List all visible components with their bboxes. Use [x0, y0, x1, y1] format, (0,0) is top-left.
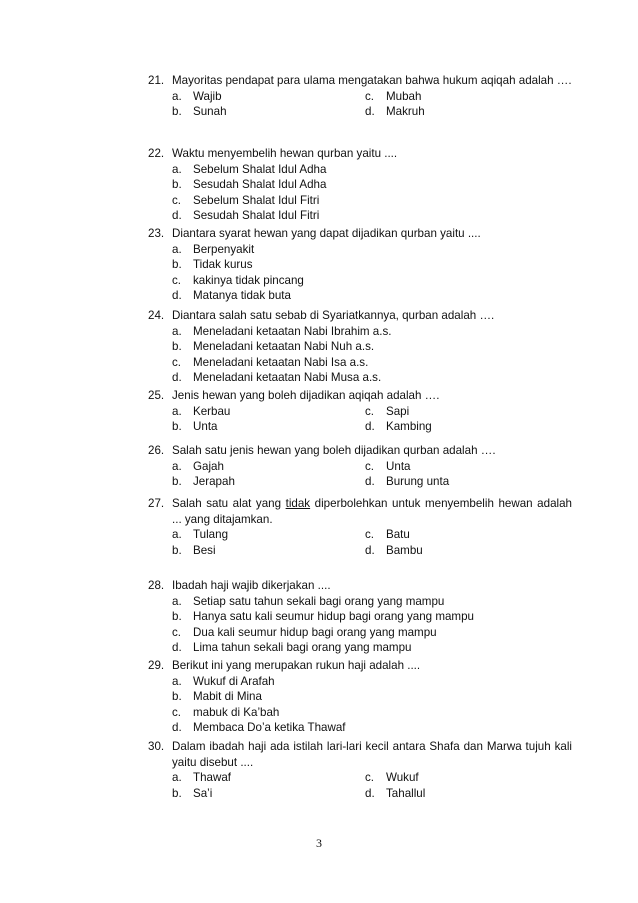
- option-list: [172, 89, 572, 120]
- question-26: [148, 443, 572, 490]
- question-29: [148, 658, 572, 736]
- question-28: [148, 578, 572, 656]
- underlined-word: tidak: [285, 497, 311, 510]
- question-stem: [148, 578, 572, 594]
- option-b: b. Hanya satu kali seumur hidup bagi orang yang mampu: [172, 610, 474, 624]
- option-list: [172, 324, 572, 386]
- question-27: [148, 496, 572, 558]
- question-number: 27.: [148, 497, 165, 510]
- question-21: [148, 73, 572, 120]
- question-stem: [148, 308, 572, 324]
- question-number: 23.: [148, 227, 165, 240]
- question-number: 30.: [148, 740, 165, 753]
- question-text: Dalam ibadah haji ada istilah lari-lari kecil antara Shafa dan Marwa tujuh kali yaitu disebut ....: [172, 740, 572, 769]
- question-22: [148, 146, 572, 224]
- question-text: Berikut ini yang merupakan rukun haji adalah ....: [172, 659, 421, 672]
- question-text: Waktu menyembelih hewan qurban yaitu ....: [172, 147, 398, 160]
- question-23: [148, 226, 572, 304]
- question-stem: [148, 496, 572, 527]
- option-d: d. Membaca Do’a ketika Thawaf: [172, 721, 346, 735]
- option-d: d. Kambing: [365, 420, 432, 434]
- question-number: 29.: [148, 659, 165, 672]
- option-b: b. Unta: [172, 420, 218, 434]
- option-a: a. Sebelum Shalat Idul Adha: [172, 162, 327, 176]
- question-stem: [148, 739, 572, 770]
- option-a: a. Thawaf: [172, 771, 232, 785]
- option-a: a. Setiap satu tahun sekali bagi orang yang mampu: [172, 594, 445, 608]
- option-list: [172, 674, 572, 736]
- question-number: 26.: [148, 444, 165, 457]
- option-a: a. Gajah: [172, 459, 224, 473]
- option-a: a. Kerbau: [172, 404, 231, 418]
- option-list: [172, 770, 572, 801]
- question-number: 28.: [148, 579, 165, 592]
- option-a: a. Tulang: [172, 528, 229, 542]
- option-c: c. Sebelum Shalat Idul Fitri: [172, 193, 320, 207]
- question-text: Salah satu jenis hewan yang boleh dijadikan qurban adalah ….: [172, 444, 496, 457]
- option-a: a. Meneladani ketaatan Nabi Ibrahim a.s.: [172, 324, 392, 338]
- question-text: Ibadah haji wajib dikerjakan ....: [172, 579, 331, 592]
- option-d: d. Lima tahun sekali bagi orang yang mampu: [172, 641, 412, 655]
- option-c: c. mabuk di Ka’bah: [172, 705, 280, 719]
- option-c: c. Meneladani ketaatan Nabi Isa a.s.: [172, 355, 369, 369]
- option-d: d. Matanya tidak buta: [172, 289, 291, 303]
- option-c: c. Wukuf: [365, 771, 419, 785]
- option-list: [172, 242, 572, 304]
- question-number: 24.: [148, 309, 165, 322]
- option-d: d. Bambu: [365, 543, 423, 557]
- option-d: d. Burung unta: [365, 475, 450, 489]
- question-stem: [148, 388, 572, 404]
- question-text: Mayoritas pendapat para ulama mengatakan bahwa hukum aqiqah adalah ….: [172, 74, 572, 87]
- question-text: Diantara salah satu sebab di Syariatkannya, qurban adalah ….: [172, 309, 495, 322]
- option-b: b. Sunah: [172, 105, 227, 119]
- question-text: Salah satu alat yang tidak diperbolehkan untuk menyembelih hewan adalah ... yang ditajamkan.: [172, 497, 572, 526]
- option-list: [172, 594, 572, 656]
- option-list: [172, 459, 572, 490]
- option-c: c. Dua kali seumur hidup bagi orang yang mampu: [172, 625, 437, 639]
- option-d: d. Meneladani ketaatan Nabi Musa a.s.: [172, 371, 382, 385]
- option-d: d. Sesudah Shalat Idul Fitri: [172, 209, 320, 223]
- option-c: c. Unta: [365, 459, 411, 473]
- question-number: 25.: [148, 389, 165, 402]
- question-stem: [148, 226, 572, 242]
- option-b: b. Tidak kurus: [172, 258, 253, 272]
- option-b: b. Besi: [172, 543, 216, 557]
- question-text: Diantara syarat hewan yang dapat dijadikan qurban yaitu ....: [172, 227, 481, 240]
- option-b: b. Jerapah: [172, 475, 235, 489]
- question-stem: [148, 146, 572, 162]
- option-c: c. Batu: [365, 528, 410, 542]
- option-d: d. Tahallul: [365, 786, 426, 800]
- question-25: [148, 388, 572, 435]
- question-stem: [148, 443, 572, 459]
- question-number: 21.: [148, 74, 165, 87]
- option-a: a. Wajib: [172, 89, 222, 103]
- option-c: c. Mubah: [365, 89, 422, 103]
- option-a: a. Wukuf di Arafah: [172, 674, 275, 688]
- option-d: d. Makruh: [365, 105, 425, 119]
- page-number: 3: [316, 836, 322, 850]
- option-list: [172, 162, 572, 224]
- option-list: [172, 527, 572, 558]
- option-a: a. Berpenyakit: [172, 242, 255, 256]
- question-24: [148, 308, 572, 386]
- option-b: b. Mabit di Mina: [172, 690, 262, 704]
- question-stem: [148, 658, 572, 674]
- question-30: [148, 739, 572, 801]
- question-text: Jenis hewan yang boleh dijadikan aqiqah adalah ….: [172, 389, 440, 402]
- option-list: [172, 404, 572, 435]
- option-b: b. Sesudah Shalat Idul Adha: [172, 178, 327, 192]
- option-b: b. Sa’i: [172, 786, 213, 800]
- option-c: c. Sapi: [365, 404, 410, 418]
- question-stem: [148, 73, 572, 89]
- question-number: 22.: [148, 147, 165, 160]
- option-c: c. kakinya tidak pincang: [172, 273, 304, 287]
- option-b: b. Meneladani ketaatan Nabi Nuh a.s.: [172, 340, 375, 354]
